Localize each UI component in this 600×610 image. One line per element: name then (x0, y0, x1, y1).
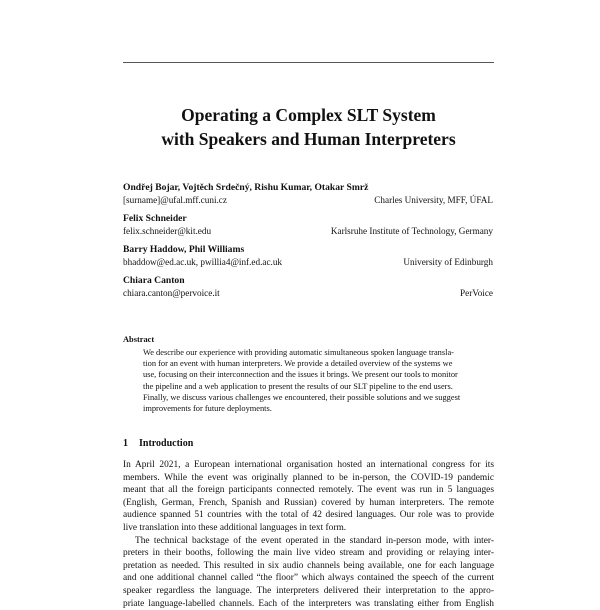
author-block (123, 182, 493, 306)
paragraph-line: (English, German, French, Spanish and Russian) covered by human interpreters. The remote (123, 497, 494, 508)
body-text (123, 459, 494, 610)
section-title: Introduction (139, 438, 194, 449)
author-contact-row (123, 256, 493, 268)
abstract-line: the pipeline and a web application to present the results of our SLT pipeline to the end users. (143, 381, 453, 391)
paragraph-line: The technical backstage of the event operated in the standard in-person mode, with inter- (135, 535, 494, 546)
author-affiliation: Charles University, MFF, ÚFAL (374, 195, 493, 205)
author-affiliation: Karlsruhe Institute of Technology, Germany (330, 226, 493, 236)
paragraph-line: members. While the event was originally planned to be in-person, the COVID-19 pandemic (123, 472, 494, 483)
paragraph-line: priate language-labelled channels. Each of the interpreters was translating either from English (123, 598, 494, 609)
author-email: chiara.canton@pervoice.it (123, 288, 220, 298)
author-contact-row (123, 225, 493, 237)
paragraph-line: audience spanned 51 countries with the total of 42 desired languages. Our role was to provide (123, 510, 494, 521)
section-heading (123, 438, 193, 449)
abstract-line: improvements for future deployments. (143, 404, 272, 414)
author-group (123, 275, 493, 299)
abstract-text (143, 347, 475, 414)
author-group (123, 244, 493, 268)
abstract-line: Finally, we discuss various challenges we encountered, their possible solutions and we suggest (143, 392, 461, 402)
author-email: felix.schneider@kit.edu (123, 226, 212, 236)
abstract-line: tion for an event with human interpreters. We provide a detailed overview of the systems we (143, 359, 453, 369)
author-affiliation: University of Edinburgh (403, 257, 493, 267)
author-email: bhaddow@ed.ac.uk, pwillia4@inf.ed.ac.uk (123, 257, 283, 267)
author-affiliation: PerVoice (460, 288, 493, 298)
header-rule (123, 62, 494, 63)
abstract-line: use, focusing on their interconnection and the issues it brings. We present our tools to monitor (143, 370, 458, 380)
author-email: [surname]@ufal.mff.cuni.cz (123, 195, 227, 205)
paragraph-line: In April 2021, a European international organisation hosted an international congress for its (123, 460, 494, 470)
author-names: Chiara Canton (123, 275, 185, 286)
author-contact-row (123, 287, 493, 299)
author-contact-row (123, 194, 493, 206)
title-line-2: with Speakers and Human Interpreters (161, 129, 456, 149)
abstract-heading: Abstract (123, 335, 155, 344)
abstract-line: We describe our experience with providing automatic simultaneous spoken language transla- (143, 348, 454, 357)
author-names: Felix Schneider (123, 213, 187, 224)
title-line-1: Operating a Complex SLT System (181, 105, 436, 125)
paragraph-line: pretation as needed. This resulted in six audio channels being available, one for each language (123, 560, 494, 571)
paragraph-line: and one additional channel called “the floor” which always contained the speech of the current (123, 573, 494, 584)
paragraph-line: meant that all the foreign participants connected remotely. The event was run in 5 languages (123, 485, 494, 496)
section-number: 1 (123, 438, 128, 449)
paragraph-line: preters in their booths, following the main live video stream and providing or relaying inter- (123, 548, 494, 559)
paragraph-line: speaker regardless the language. The interpreters delivered their interpretation to the appro- (123, 585, 494, 596)
author-group (123, 182, 493, 206)
paragraph-line: live translation into these additional languages in text form. (123, 522, 347, 533)
author-names: Ondřej Bojar, Vojtěch Srdečný, Rishu Kumar, Otakar Smrž (123, 182, 369, 193)
author-names: Barry Haddow, Phil Williams (123, 244, 245, 255)
author-group (123, 213, 493, 237)
paper-title (123, 103, 494, 151)
